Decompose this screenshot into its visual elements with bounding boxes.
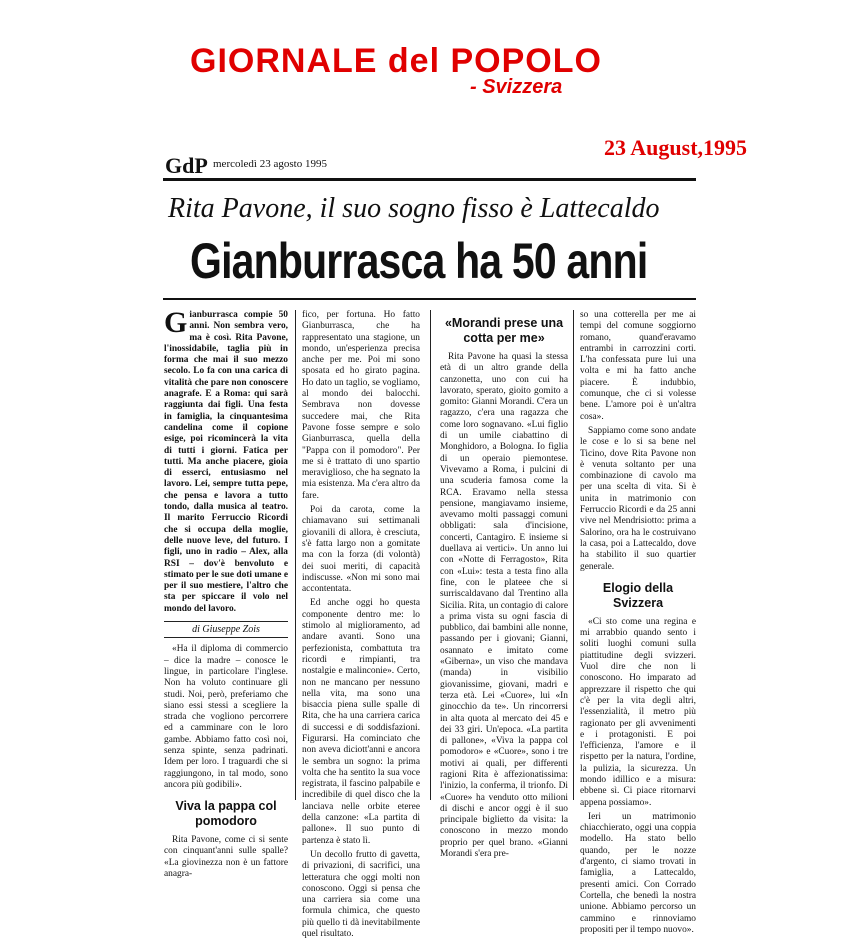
column-2 bbox=[302, 310, 420, 940]
article-kicker: Rita Pavone, il suo sogno fisso è Lattecaldo bbox=[168, 193, 660, 224]
paragraph: Sappiamo come sono andate le cose e lo si sa bene nel Ticino, dove Rita Pavone non è venuta soltanto per una combinazione di cavolo ma per una scelta di vita. Si è unita in matrimonio con Ferruccio Ricordi e da 25 anni vive nel Mendrisiotto: prima a Salorino, ora ha le costruivano la casa, poi a Lattecaldo, dove ha stabilito il suo quartier generale. bbox=[580, 425, 696, 572]
paragraph: Rita Pavone ha quasi la stessa età di un altro grande della canzonetta, uno con cui ha lavorato, sperato, gioito gomito a gomito: Gianni Morandi. C'era un ragazzo, c'era una ragazza che come loro sognavano. «Lui figlio di un umile ciabattino di Monghidoro, a Bologna. Io figlia di un operaio piemontese. Vivevamo a Roma, i pulcini di una scuderia famosa come la RCA. Eravamo nella stessa pensione, mangiavamo insieme, avevamo molti passaggi comuni obbligati: sala d'incisione, concerti, Cantagiro. E insieme si duellava ai vertici». Un anno lui con «Notte di Ferragosto», Rita con «Lui»: testa a testa fino alla fine, con le plateee che si surriscaldavano dal Trentino alla Sicilia. Rita, un contagio di calore a prima vista su ogni fascia di pubblico, dai bambini alle nonne, passando per i giovani; Gianni, osannato e imitato come «Giberna», un viso che mandava (manda) in visibilio giovanissime, giovani, madri e terza età. Lei «Cuore», lui «In ginocchio da te». Un rincorrersi in alta quota al mercato dei 45 e dei 33 giri. Un'epoca. «La partita di pallone», «Viva la pappa col pomodoro» e «Cuore», sono i tre motivi ai quali, per differenti ragioni Rita è affezionatissima: l'inizio, la conferma, il trionfo. Di «Cuore» ha venduto otto milioni di dischi e ancor oggi è il suo principale biglietto da visita: la conoscono in mezzo mondo proprio per quel brano. «Gianni Morandi s'era pre- bbox=[440, 352, 568, 860]
paragraph: fico, per fortuna. Ho fatto Gianburrasca, che ha rappresentato una stagione, un mondo, un'esperienza precisa anche per me. Poi mi sono sposata ed ho girato pagina. Ho dato un taglio, se vogliamo, al mondo dei balocchi. Sembrava non dovesse succedere mai, che Rita Pavone fosse sempre e solo Gianburrasca, quella della "Pappa con il pomodoro". Per me si è trattato di uno spartio meraviglioso, che ha segnato la mia esistenza. Ma c'era altro da fare. bbox=[302, 310, 420, 501]
article-headline: Gianburrasca ha 50 anni bbox=[190, 233, 648, 289]
paragraph: «Ci sto come una regina e mi arrabbio quando sento i soliti luoghi comuni sulla piattitudine degli svizzeri. Vuol dire che non li conoscono. Ho imparato ad apprezzare il rispetto che qui c'è per la vita degli altri, l'essenzialità, il metro più ragionato per gli avvenimenti e i protagonisti. E poi l'efficienza, l'amore e il rispetto per la natura, l'ordine, la pulizia, la sicurezza. Un mondo idillico e a misura: ebbene sì. Ci piace ritornarvi appena possiamo». bbox=[580, 616, 696, 808]
column-3 bbox=[440, 310, 568, 860]
headline-rule bbox=[163, 298, 696, 300]
column-1 bbox=[164, 306, 288, 880]
date-annotation: 23 August,1995 bbox=[604, 135, 748, 160]
newspaper-annotation: GIORNALE del POPOLO bbox=[190, 42, 602, 80]
paragraph: so una cotterella per me ai tempi del comune soggiorno romano, quand'eravamo entrambi in carrozzini corti. L'ha confessata pure lui una volta e mi ha fatto anche piacere. È indubbio, comunque, che ci si volesse bene. L'amore poi è un'altra cosa». bbox=[580, 310, 696, 422]
paragraph: Poi da carota, come la chiamavano sui settimanali giovanili di allora, è cresciuta, s'è fatta largo non a gomitate ma con la forza (di volontà) dei suoi meriti, di capacità indiscusse. «Non mi sono mai accontentata. bbox=[302, 505, 420, 595]
subheading-morandi: «Morandi prese una cotta per me» bbox=[444, 316, 564, 345]
paragraph: «Ha il diploma di commercio – dice la madre – conosce le lingue, in particolare l'inglese. Non ha voluto continuare gli studi. Noi, però, preferiamo che siano essi stessi a scegliere la strada che vogliono percorrere ed a camminare con le loro gambe. Abbiamo fatto così noi, senza spinte, senza padrinati. Idem per loro. I traguardi che si raggiungono, in tal modo, sono ancora più godibili». bbox=[164, 644, 288, 790]
paragraph: Un decollo frutto di gavetta, di privazioni, di sacrifici, una letteratura che oggi molti non conoscono. Oggi si pensa che una carriera sia come una formula chimica, che questo più quello ti dà inevitabilmente quel risultato. bbox=[302, 849, 420, 940]
dropcap: G bbox=[164, 306, 188, 339]
subheading-svizzera: Elogio della Svizzera bbox=[602, 580, 674, 610]
byline: di Giuseppe Zois bbox=[164, 621, 288, 638]
top-rule bbox=[163, 178, 696, 181]
column-4 bbox=[580, 310, 696, 935]
subheading-pappa: Viva la pappa col pomodoro bbox=[175, 799, 277, 829]
masthead-logo: GdP bbox=[165, 153, 208, 178]
column-divider bbox=[430, 310, 431, 800]
lead-paragraph: Gianburrasca compie 50 anni. Non sembra vero, ma è così. Rita Pavone, l'inossidabile, taglia più in forma che mai il suo mezzo secolo. Lo fa con una carica di vitalità che pare non conoscere anagrafe. E a Roma: qui sarà raggiunta dai figli. Una festa in famiglia, la cinquantesima candelina come il copione esige, poi ricomincerà la vita di tutti i giorni. Fatica per tutti. Ma anche piacere, gioia di esserci, entusiasmo nel lavoro. Lei, sempre tutta pepe, che pensa e lavora a tutto tondo, dalla musica al teatro. Il marito Ferruccio Ricordi che si occupa della moglie, delle nuove leve, del futuro. I figli, uno in radio – Alex, alla RSI – dov'è benvoluto e stimato per le sue doti umane e per il suo mestiere, l'altro che sta per spiccare il volo nel mondo del lavoro. bbox=[164, 306, 288, 614]
paragraph: Ieri un matrimonio chiacchierato, oggi una coppia modello. Ha stato bello quando, per le nozze d'argento, ci siamo trovati in famiglia, a Lattecaldo, presenti amici. Con Corrado Cortella, che benedì la nostra unione. Abbiamo percorso un cammino e rinnoviamo propositi per il tempo nuovo». bbox=[580, 811, 696, 935]
paragraph: Rita Pavone, come ci si sente con cinquant'anni sulle spalle? «La giovinezza non è un fattore anagra- bbox=[164, 835, 288, 880]
column-divider bbox=[295, 310, 296, 800]
paragraph: Ed anche oggi ho questa componente dentro me: lo stimolo al miglioramento, ad andare avanti. Sono una perfezionista, combattuta tra ricordi e rimpianti, tra nostalgie e malinconie». Certo, non ne mancano per nessuno nella vita, ma sono una bisaccia piena sulle spalle di Rita, che ha una carriera carica di successi e di soddisfazioni. Figurarsi. Ha cominciato che non aveva diciott'anni e ancora le sembra un sogno: la prima volta che ha sentito la sua voce registrata, il fascino palpabile e incredibile di quel disco che la lanciava nelle orbite eteree della canzone: «La partita di pallone». Il suo punto di partenza è stato lì. bbox=[302, 598, 420, 846]
country-annotation: - Svizzera bbox=[470, 76, 563, 98]
masthead-date: mercoledì 23 agosto 1995 bbox=[213, 158, 327, 170]
column-divider bbox=[573, 310, 574, 800]
